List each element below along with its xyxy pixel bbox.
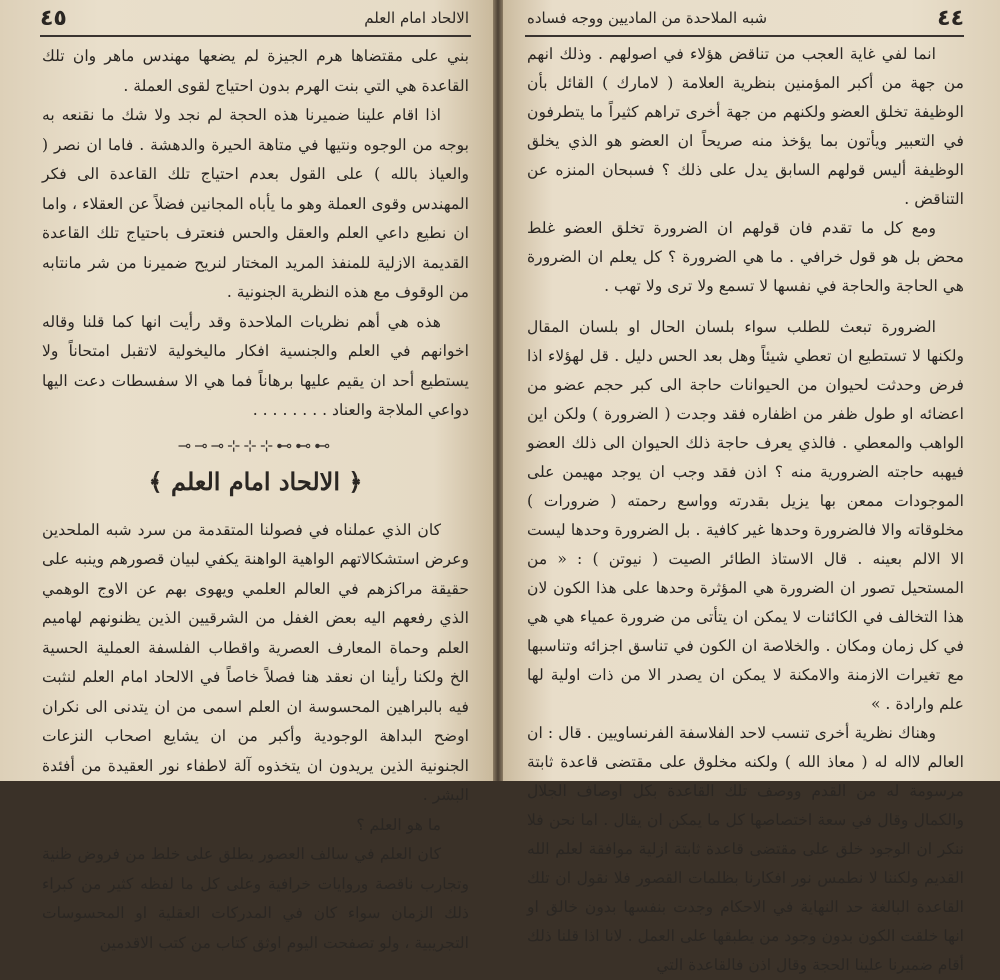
paragraph: الضرورة تبعث للطلب سواء بلسان الحال او بلسان المقال ولكنها لا تستطيع ان تعطي شيئاً وهل بعد الحس دليل . قل لهؤلاء اذا فرض وحدثت لحيوان من الحيوانات حاجة الى كبر حجم عضو من اعضائه او طول ظفر من اظفاره فقد وجدت ( الضرورة ) ولكن اين الواهب والمعطي . فالذي يعرف حاجة ذلك الحيوان الى ذلك العضو فيهبه حاجته الضرورية منه ؟ اذن فقد وجب ان يوجد مهيمن على الموجودات ممعن بها يزيل بقدرته وواسع رحمته ( ضرورات ) مخلوقاته والا فالضرورة وحدها غير كافية . بل الضرورة وحدها ليست الا الالم بعينه . قال الاستاذ الطائر الصيت ( نيوتن ) : « من المستحيل تصور ان الضرورة هي المؤثرة وحدها على هذا الكون لان هذا التخالف في الكائنات لا يمكن ان يتأتى من ضرورة عمياء هي هي في كل زمان ومكان . والخلاصة ان الكون في تناسق اجزائه وتناسبها مع تغيرات الازمنة والامكنة لا يمكن ان يصدر الا من ذات اولية لها علم وارادة . » bbox=[527, 318, 964, 713]
paragraph: اذا اقام علينا ضميرنا هذه الحجة لم نجد ولا شك ما نقنعه به بوجه من الوجوه ونتيها في متاهة الحيرة والدهشة . فاما ان نصر ( والعياذ بالله ) على القول بعدم احتياج تلك القاعدة الى فكر المهندس وقوى العملة وهو ما يأباه المجانين فضلاً عن العقلاء ، واما ان نطيع داعي العلم والعقل والحس فنعترف باحتياج تلك القاعدة القديمة الازلية للمنفذ المريد المختار لنريح ضميرنا من شر مانتابه من الوقوف مع هذه النظرية الجنونية . bbox=[42, 106, 469, 301]
header-rule bbox=[40, 35, 471, 37]
ornament-divider: ⊸⊸⊸⊹⊹⊹⊷⊷⊷ bbox=[177, 435, 334, 455]
book-gutter bbox=[493, 0, 503, 781]
right-page bbox=[503, 0, 1000, 974]
paragraph: ومع كل ما تقدم فان قولهم ان الضرورة تخلق العضو غلط محض بل هو قول خرافي . ما هي الضرورة ؟ كل يعلم ان الضرورة هي الحاجة والحاجة في نفسها لا تسمع ولا ترى ولا تهب . bbox=[527, 219, 964, 295]
left-page bbox=[0, 0, 493, 952]
paragraph: كان العلم في سالف العصور يطلق على خلط من فروض ظنية وتجارب ناقصة وروايات خرافية وعلى كل ما لفظه كثير من كبراء ذلك الزمان سواء كان في المدركات العقلية او المحسوسات التجريبية ، ولو تصفحت اليوم اوثق كتاب من كتب الاقدمين bbox=[42, 845, 469, 952]
paragraph: وهناك نظرية أخرى تنسب لاحد الفلاسفة الفرنساويين . قال : ان العالم لااله له ( معاذ الله ) ولكنه مخلوق على مقتضى قاعدة ثابتة مرسومة له من القدم ووصف تلك القاعدة بكل اوصاف الجلال والكمال وقال في سعة اختصاصها كل ما يمكن ان يقال . اما نحن فلا ننكر ان الوجود خلق على مقتضى قاعدة ثابتة ازلية موافقة لعلم الله القديم ولكننا لا نطمس نور افكارنا بظلمات القصور فلا نقول ان تلك القاعدة البالغة حد النهاية في الاحكام وجدت بنفسها بدون خالق او انها خلقت الكون بدون وجود من يطبقها على العمل . لانا اذا قلنا ذلك أقام ضميرنا علينا الحجة وقال اذن فالقاعدة التي bbox=[527, 724, 964, 974]
header-rule bbox=[525, 35, 964, 37]
page-number: ٤٥ bbox=[40, 5, 67, 31]
paragraph: هذه هي أهم نظريات الملاحدة وقد رأيت انها كما قلنا وقاله اخوانهم في العلم والجنسية افكار ماليخولية لاتقبل امتحاناً ولا يستطيع أحد ان يقيم عليها برهاناً فما هي الا سفسطات دعت اليها دواعي الملاجة والعناد . . . . . . . . bbox=[42, 312, 469, 419]
running-head: شبه الملاحدة من الماديين ووجه فساده bbox=[527, 9, 768, 27]
right-page-header bbox=[527, 4, 964, 32]
left-page-body bbox=[42, 42, 469, 958]
paragraph: كان الذي عملناه في فصولنا المتقدمة من سرد شبه الملحدين وعرض استشكالاتهم الواهية الواهنة يكفي لبيان قصورهم وينبه على حقيقة مراكزهم في العالم العلمي ويهوى بهم عن الاوج الوهمي الذي رفعهم اليه بعض الغفل من الشرقيين الذين يظنونهم لهاميم العلم وحماة المعارف العصرية واقطاب الفلسفة العملية الحسية الخ ولكنا رأينا ان نعقد هنا فصلاً خاصاً في الالحاد امام العلم لنثبت فيه بالبراهين المحسوسة ان العلم اسمى من ان يتدنى الى نكران اوضح البداهة الوجودية وأكبر من ان يشايع اصحاب النزعات الجنونية الذين يريدون ان يتخذوه آلة لاطفاء نور العقيدة من أفئدة البشر . bbox=[42, 520, 469, 804]
running-head: الالحاد امام العلم bbox=[364, 9, 469, 27]
section-title: ﴿ الالحاد امام العلم ﴾ bbox=[148, 466, 363, 496]
right-page-body bbox=[527, 40, 964, 980]
left-page-header bbox=[40, 4, 469, 32]
page-number: ٤٤ bbox=[937, 5, 964, 31]
paragraph: بني على مقتضاها هرم الجيزة لم يضعها مهندس ماهر وان تلك القاعدة هي التي بنت الهرم بدون احتياج لقوى العملة . bbox=[42, 47, 469, 95]
paragraph: انما لفي غاية العجب من تناقض هؤلاء في اصولهم . وذلك انهم من جهة من أكبر المؤمنين بنظرية العلامة ( لامارك ) القائل بأن الوظيفة تخلق العضو ولكنهم من جهة أخرى تراهم كثيراً ما يتطرفون في التعبير ويأتون بما يؤخذ منه صريحاً ان العضو هو الذي يخلق الوظيفة أليس قولهم السابق يدل على ذلك ؟ فسبحان المنزه عن التناقض . bbox=[527, 45, 964, 208]
subheading: ما هو العلم ؟ bbox=[356, 815, 441, 834]
